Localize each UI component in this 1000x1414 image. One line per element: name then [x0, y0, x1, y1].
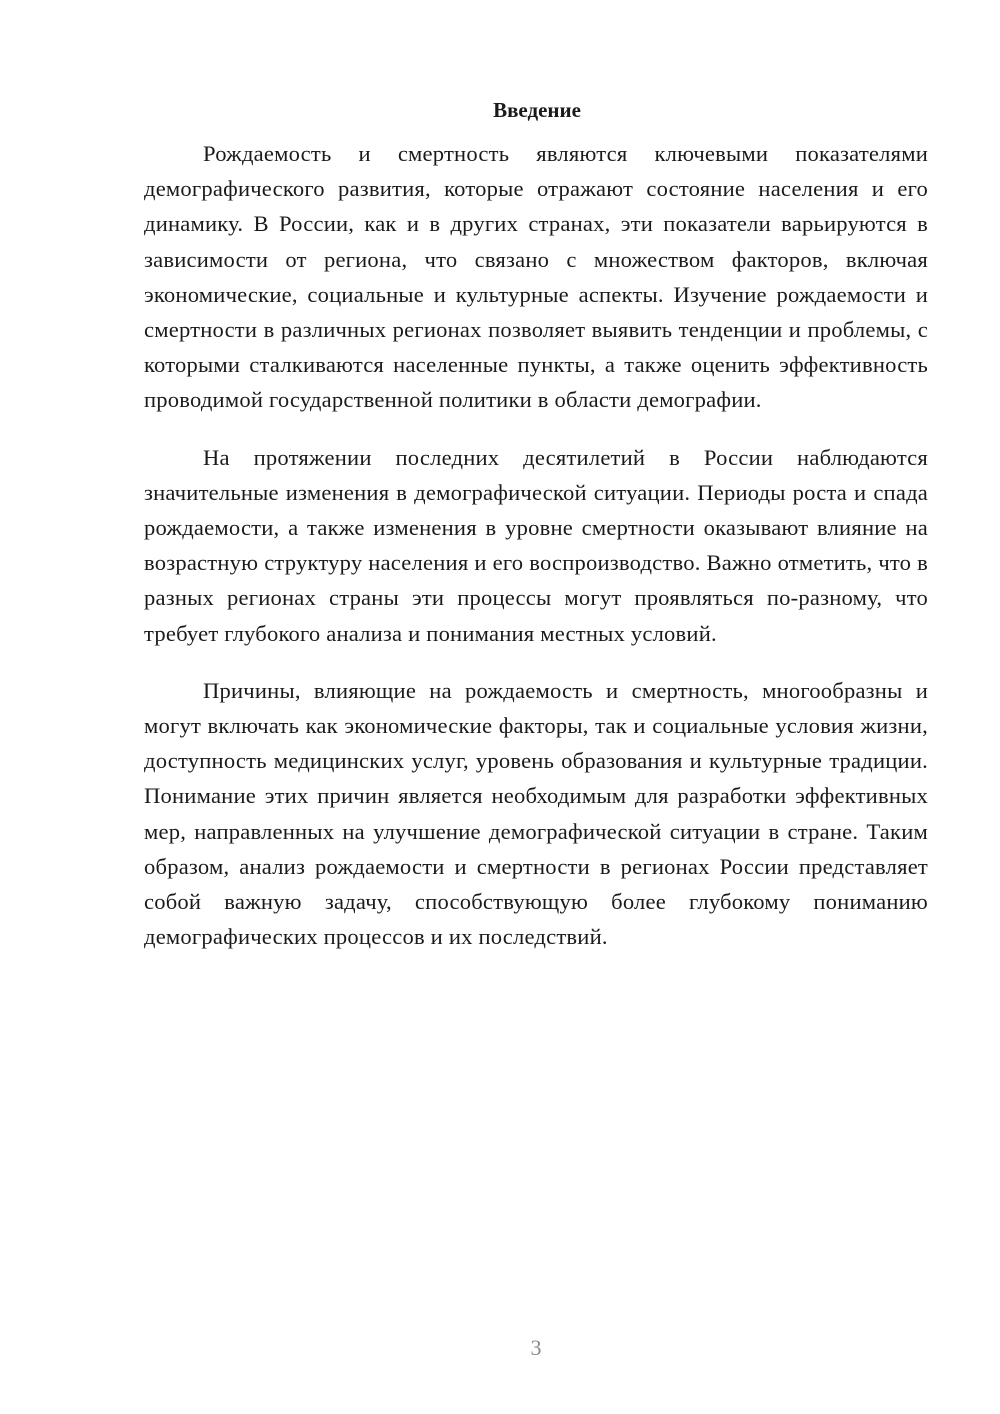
- paragraph-3: Причины, влияющие на рождаемость и смертность, многообразны и могут включать как экономические факторы, так и социальные условия жизни, доступность медицинских услуг, уровень образования и культурные традиции. Понимание этих причин является необходимым для разработки эффективных мер, направленных на улучшение демографической ситуации в стране. Таким образом, анализ рождаемости и смертности в регионах России представляет собой важную задачу, способствующую более глубокому пониманию демографических процессов и их последствий.: [144, 677, 928, 950]
- page-number: 3: [530, 1335, 542, 1360]
- paragraph-2: На протяжении последних десятилетий в России наблюдаются значительные изменения в демографической ситуации. Периоды роста и спада рождаемости, а также изменения в уровне смертности оказывают влияние на возрастную структуру населения и его воспроизводство. Важно отметить, что в разных регионах страны эти процессы могут проявляться по-разному, что требует глубокого анализа и понимания местных условий.: [144, 444, 928, 646]
- page-content: [144, 94, 928, 954]
- section-heading: Введение: [493, 98, 581, 122]
- paragraph-1: Рождаемость и смертность являются ключевыми показателями демографического развития, которые отражают состояние населения и его динамику. В России, как и в других странах, эти показатели варьируются в зависимости от региона, что связано с множеством факторов, включая экономические, социальные и культурные аспекты. Изучение рождаемости и смертности в различных регионах позволяет выявить тенденции и проблемы, с которыми сталкиваются населенные пункты, а также оценить эффективность проводимой государственной политики в области демографии.: [144, 141, 928, 413]
